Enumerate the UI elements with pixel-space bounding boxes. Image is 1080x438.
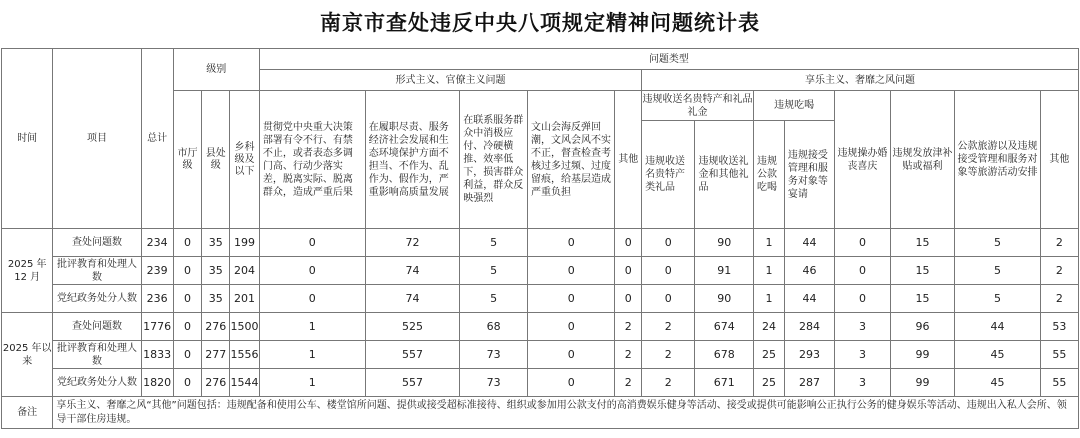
value-cell: 0 (173, 257, 202, 285)
value-cell: 1500 (230, 313, 260, 341)
value-cell: 90 (695, 285, 754, 313)
value-cell: 204 (230, 257, 260, 285)
header-formalism: 形式主义、官僚主义问题 (259, 70, 641, 91)
period-cell: 2025 年12 月 (2, 229, 53, 313)
header-level-township: 乡科级及以下 (230, 91, 260, 229)
period-cell: 2025 年以来 (2, 313, 53, 397)
value-cell: 44 (955, 313, 1040, 341)
value-cell: 0 (835, 257, 890, 285)
value-cell: 15 (890, 285, 955, 313)
value-cell: 73 (460, 341, 528, 369)
value-cell: 0 (528, 369, 615, 397)
header-problem-type: 问题类型 (259, 49, 1078, 70)
value-cell: 1 (259, 313, 365, 341)
value-cell: 35 (202, 229, 230, 257)
value-cell: 2 (1040, 285, 1078, 313)
value-cell: 1 (259, 341, 365, 369)
value-cell: 3 (835, 313, 890, 341)
value-cell: 1 (754, 285, 785, 313)
item-cell: 批评教育和处理人数 (53, 341, 141, 369)
value-cell: 74 (365, 285, 460, 313)
value-cell: 0 (173, 313, 202, 341)
value-cell: 35 (202, 285, 230, 313)
value-cell: 68 (460, 313, 528, 341)
value-cell: 5 (955, 285, 1040, 313)
value-cell: 1556 (230, 341, 260, 369)
remark-label: 备注 (2, 397, 53, 429)
value-cell: 15 (890, 229, 955, 257)
value-cell: 2 (615, 313, 642, 341)
header-allowance: 违规发放津补贴或福利 (890, 91, 955, 229)
header-hedonism: 享乐主义、奢靡之风问题 (642, 70, 1079, 91)
value-cell: 99 (890, 341, 955, 369)
value-cell: 1 (754, 229, 785, 257)
value-cell: 525 (365, 313, 460, 341)
header-formalism-3: 在联系服务群众中消极应付、冷硬横推、效率低下，损害群众利益，群众反映强烈 (460, 91, 528, 229)
value-cell: 2 (1040, 257, 1078, 285)
value-cell: 2 (615, 369, 642, 397)
value-cell: 199 (230, 229, 260, 257)
value-cell: 0 (615, 257, 642, 285)
value-cell: 0 (528, 341, 615, 369)
header-dining-1: 违规公款吃喝 (754, 121, 785, 229)
value-cell: 674 (695, 313, 754, 341)
table-row (2, 257, 1079, 285)
value-cell: 1776 (141, 313, 173, 341)
value-cell: 99 (890, 369, 955, 397)
value-cell: 234 (141, 229, 173, 257)
header-level-city: 市厅级 (173, 91, 202, 229)
value-cell: 0 (528, 257, 615, 285)
value-cell: 44 (784, 285, 834, 313)
value-cell: 201 (230, 285, 260, 313)
table-row (2, 313, 1079, 341)
value-cell: 0 (259, 285, 365, 313)
header-wedding: 违规操办婚丧喜庆 (835, 91, 890, 229)
table-row (2, 285, 1079, 313)
item-cell: 批评教育和处理人数 (53, 257, 141, 285)
header-travel: 公款旅游以及违规接受管理和服务对象等旅游活动安排 (955, 91, 1040, 229)
table-row (2, 369, 1079, 397)
value-cell: 276 (202, 369, 230, 397)
value-cell: 0 (615, 229, 642, 257)
header-dining-group: 违规吃喝 (754, 91, 835, 121)
value-cell: 2 (642, 341, 695, 369)
value-cell: 5 (955, 229, 1040, 257)
value-cell: 0 (173, 229, 202, 257)
value-cell: 45 (955, 341, 1040, 369)
value-cell: 25 (754, 341, 785, 369)
value-cell: 0 (835, 285, 890, 313)
header-formalism-4: 文山会海反弹回潮，文风会风不实不正，督查检查考核过多过频、过度留痕，给基层造成严重负担 (528, 91, 615, 229)
value-cell: 284 (784, 313, 834, 341)
table-row (2, 341, 1079, 369)
value-cell: 24 (754, 313, 785, 341)
header-gift-1: 违规收送名贵特产类礼品 (642, 121, 695, 229)
value-cell: 293 (784, 341, 834, 369)
value-cell: 239 (141, 257, 173, 285)
value-cell: 0 (259, 229, 365, 257)
header-gift-group: 违规收送名贵特产和礼品礼金 (642, 91, 754, 121)
value-cell: 5 (955, 257, 1040, 285)
header-item: 项目 (53, 49, 141, 229)
value-cell: 2 (642, 369, 695, 397)
value-cell: 3 (835, 369, 890, 397)
value-cell: 53 (1040, 313, 1078, 341)
value-cell: 2 (615, 341, 642, 369)
value-cell: 0 (528, 313, 615, 341)
value-cell: 0 (615, 285, 642, 313)
value-cell: 5 (460, 257, 528, 285)
table-row (2, 229, 1079, 257)
value-cell: 1 (259, 369, 365, 397)
value-cell: 0 (173, 369, 202, 397)
header-formalism-other: 其他 (615, 91, 642, 229)
value-cell: 2 (1040, 229, 1078, 257)
value-cell: 25 (754, 369, 785, 397)
value-cell: 1833 (141, 341, 173, 369)
value-cell: 277 (202, 341, 230, 369)
value-cell: 96 (890, 313, 955, 341)
value-cell: 55 (1040, 341, 1078, 369)
value-cell: 45 (955, 369, 1040, 397)
value-cell: 276 (202, 313, 230, 341)
value-cell: 5 (460, 229, 528, 257)
value-cell: 5 (460, 285, 528, 313)
value-cell: 3 (835, 341, 890, 369)
value-cell: 90 (695, 229, 754, 257)
value-cell: 15 (890, 257, 955, 285)
header-dining-2: 违规接受管理和服务对象等宴请 (784, 121, 834, 229)
value-cell: 91 (695, 257, 754, 285)
value-cell: 0 (528, 229, 615, 257)
value-cell: 73 (460, 369, 528, 397)
value-cell: 1544 (230, 369, 260, 397)
header-level: 级别 (173, 49, 259, 91)
value-cell: 72 (365, 229, 460, 257)
value-cell: 557 (365, 369, 460, 397)
value-cell: 671 (695, 369, 754, 397)
value-cell: 287 (784, 369, 834, 397)
value-cell: 2 (642, 313, 695, 341)
header-total: 总计 (141, 49, 173, 229)
value-cell: 0 (528, 285, 615, 313)
value-cell: 1 (754, 257, 785, 285)
value-cell: 1820 (141, 369, 173, 397)
item-cell: 党纪政务处分人数 (53, 285, 141, 313)
value-cell: 678 (695, 341, 754, 369)
item-cell: 查处问题数 (53, 229, 141, 257)
header-hedonism-other: 其他 (1040, 91, 1078, 229)
value-cell: 74 (365, 257, 460, 285)
value-cell: 0 (173, 285, 202, 313)
value-cell: 44 (784, 229, 834, 257)
value-cell: 0 (259, 257, 365, 285)
value-cell: 0 (642, 229, 695, 257)
value-cell: 46 (784, 257, 834, 285)
item-cell: 党纪政务处分人数 (53, 369, 141, 397)
header-gift-2: 违规收送礼金和其他礼品 (695, 121, 754, 229)
value-cell: 0 (173, 341, 202, 369)
value-cell: 0 (835, 229, 890, 257)
value-cell: 55 (1040, 369, 1078, 397)
header-formalism-2: 在履职尽责、服务经济社会发展和生态环境保护方面不担当、不作为、乱作为、假作为，严重影响高质量发展 (365, 91, 460, 229)
value-cell: 557 (365, 341, 460, 369)
statistics-table (1, 48, 1079, 429)
item-cell: 查处问题数 (53, 313, 141, 341)
remark-row (2, 397, 1079, 429)
header-level-county: 县处级 (202, 91, 230, 229)
header-formalism-1: 贯彻党中央重大决策部署有令不行、有禁不止，或者表态多调门高、行动少落实差，脱离实际、脱离群众，造成严重后果 (259, 91, 365, 229)
value-cell: 0 (642, 285, 695, 313)
remark-text: 享乐主义、奢靡之风“其他”问题包括：违规配备和使用公车、楼堂馆所问题、提供或接受超标准接待、组织或参加用公款支付的高消费娱乐健身等活动、接受或提供可能影响公正执行公务的健身娱乐等活动、违规出入私人会所、领导干部住房违规。 (53, 397, 1079, 429)
value-cell: 0 (642, 257, 695, 285)
value-cell: 236 (141, 285, 173, 313)
header-time: 时间 (2, 49, 53, 229)
value-cell: 35 (202, 257, 230, 285)
page-title: 南京市查处违反中央八项规定精神问题统计表 (320, 11, 760, 35)
